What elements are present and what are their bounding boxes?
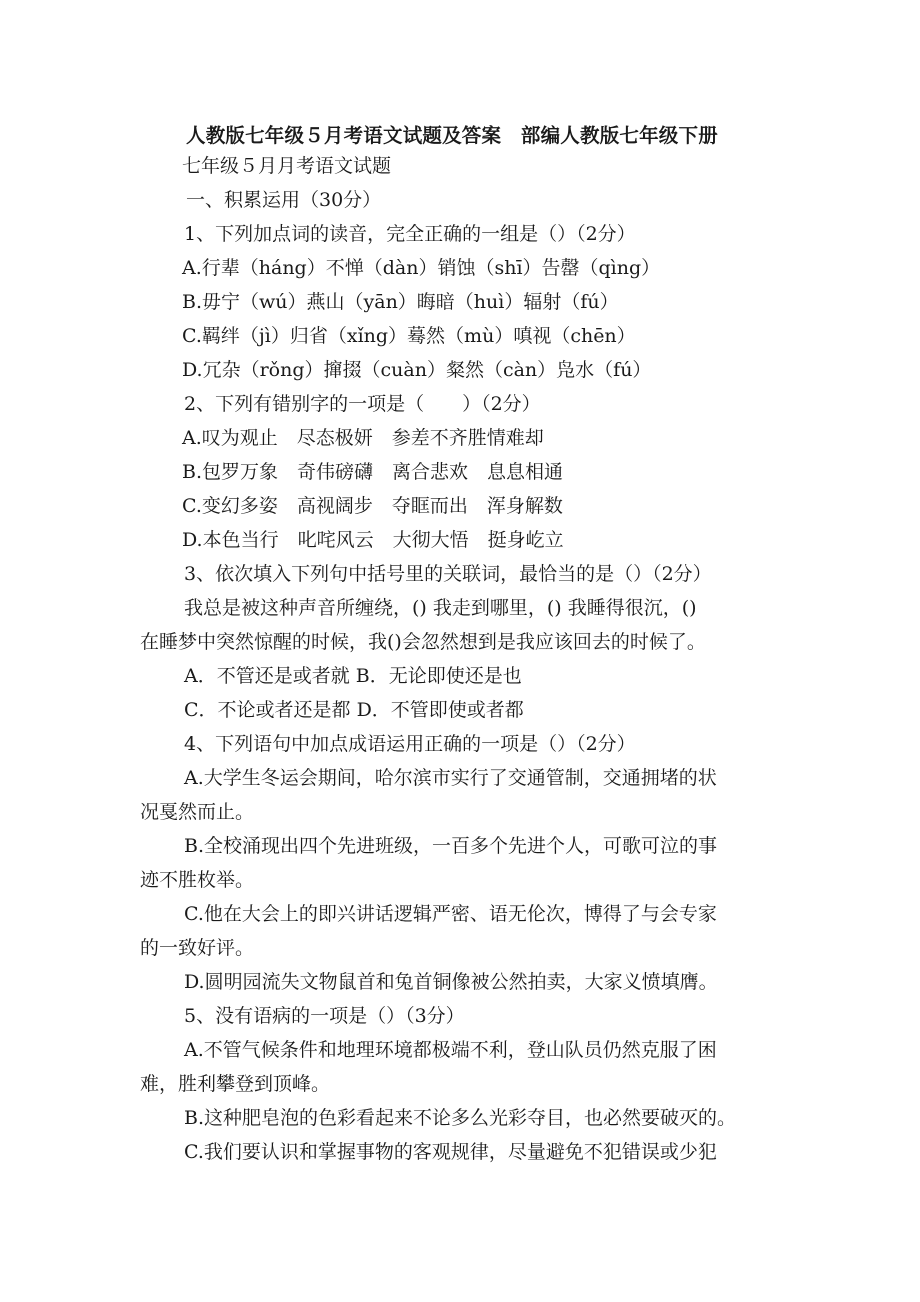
question-5-option-a-line-2: 难，胜利攀登到顶峰。	[140, 1073, 331, 1095]
section-heading: 一、积累运用（30分）	[186, 189, 382, 211]
question-2-option-a: A.叹为观止 尽态极妍 参差不齐胜情难却	[182, 427, 544, 449]
question-4-option-c-line-2: 的一致好评。	[140, 937, 255, 959]
question-2-option-c: C.变幻多姿 高视阔步 夺眶而出 浑身解数	[182, 495, 563, 517]
question-3-text-line-1: 我总是被这种声音所缠绕，() 我走到哪里，() 我睡得很沉，()	[184, 597, 697, 619]
question-1-option-b: B.毋宁（wú）燕山（yān）晦暗（huì）辐射（fú）	[182, 291, 619, 313]
question-4-stem: 4、下列语句中加点成语运用正确的一项是（）（2分）	[184, 733, 636, 755]
question-2-option-d: D.本色当行 叱咤风云 大彻大悟 挺身屹立	[182, 529, 564, 551]
question-4-option-b-line-2: 迹不胜枚举。	[140, 869, 255, 891]
question-3-options-cd: C．不论或者还是都 D．不管即使或者都	[184, 699, 524, 721]
document-title: 人教版七年级５月考语文试题及答案 部编人教版七年级下册	[186, 124, 718, 147]
question-5-option-b: B.这种肥皂泡的色彩看起来不论多么光彩夺目，也必然要破灭的。	[184, 1107, 737, 1129]
question-5-option-c-line-1: C.我们要认识和掌握事物的客观规律，尽量避免不犯错误或少犯	[184, 1141, 717, 1163]
question-5-stem: 5、没有语病的一项是（）（3分）	[184, 1005, 465, 1027]
exam-subtitle: 七年级５月月考语文试题	[182, 155, 392, 177]
question-4-option-a-line-2: 况戛然而止。	[140, 801, 255, 823]
question-1-option-c: C.羁绊（jì）归省（xǐng）蓦然（mù）嗔视（chēn）	[182, 325, 636, 347]
question-1-option-d: D.冗杂（rǒng）撺掇（cuàn）粲然（càn）凫水（fú）	[182, 359, 652, 381]
question-4-option-a-line-1: A.大学生冬运会期间，哈尔滨市实行了交通管制，交通拥堵的状	[184, 767, 717, 789]
question-2-stem: 2、下列有错别字的一项是（ ）（2分）	[184, 393, 541, 415]
question-2-option-b: B.包罗万象 奇伟磅礴 离合悲欢 息息相通	[182, 461, 564, 483]
question-3-text-line-2: 在睡梦中突然惊醒的时候，我()会忽然想到是我应该回去的时候了。	[140, 631, 706, 653]
question-3-stem: 3、依次填入下列句中括号里的关联词，最恰当的是（）（2分）	[184, 563, 712, 585]
question-3-options-ab: A．不管还是或者就 B．无论即使还是也	[184, 665, 522, 687]
question-5-option-a-line-1: A.不管气候条件和地理环境都极端不利，登山队员仍然克服了困	[184, 1039, 717, 1061]
question-1-option-a: A.行辈（háng）不惮（dàn）销蚀（shī）告罄（qìng）	[182, 257, 661, 279]
question-1-stem: 1、下列加点词的读音，完全正确的一组是（）（2分）	[184, 223, 636, 245]
question-4-option-b-line-1: B.全校涌现出四个先进班级，一百多个先进个人，可歌可泣的事	[184, 835, 718, 857]
question-4-option-d: D.圆明园流失文物鼠首和兔首铜像被公然拍卖，大家义愤填膺。	[184, 971, 718, 993]
question-4-option-c-line-1: C.他在大会上的即兴讲话逻辑严密、语无伦次，博得了与会专家	[184, 903, 717, 925]
